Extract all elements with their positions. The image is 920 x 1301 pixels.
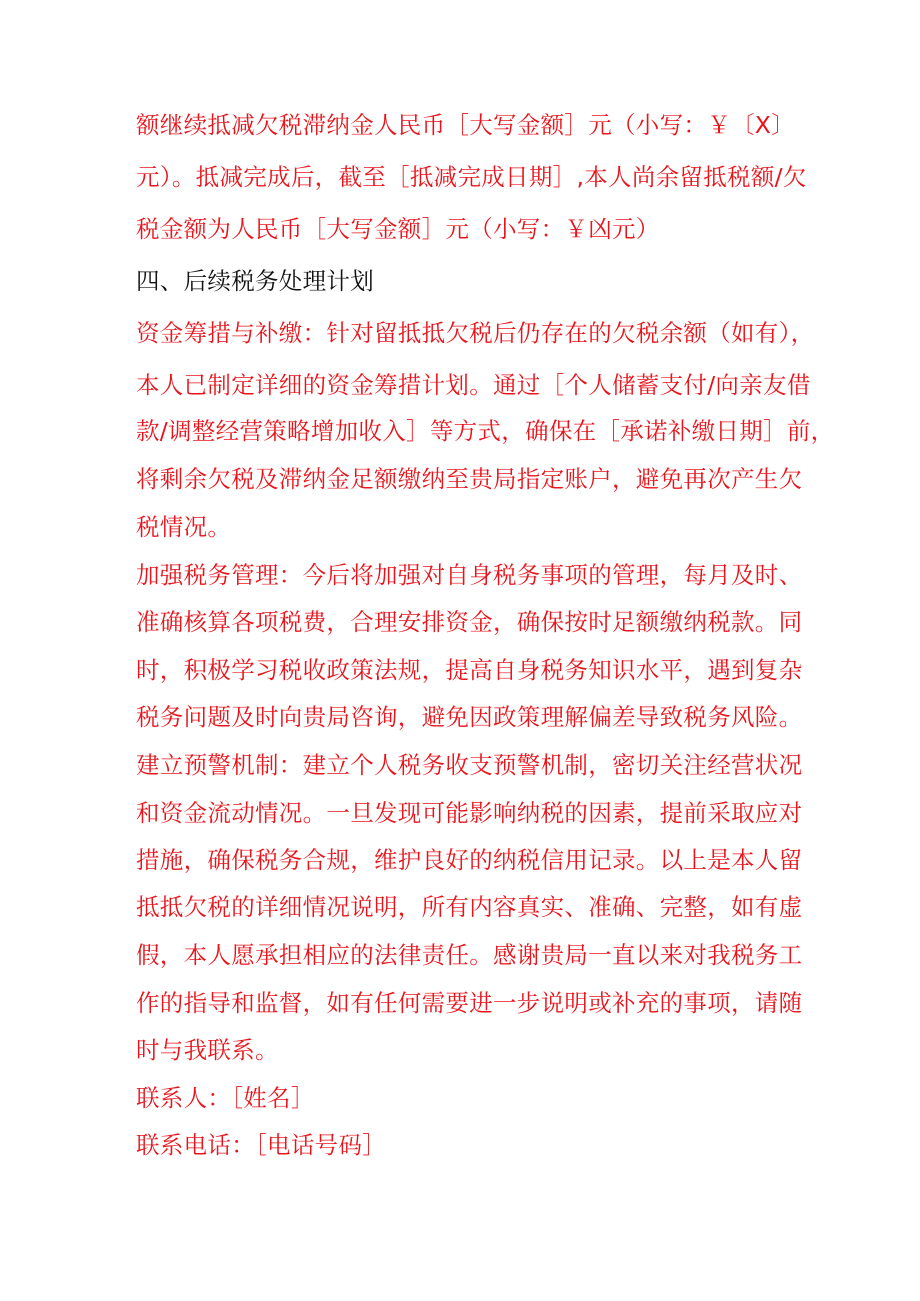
body-line-16: 措施，确保税务合规，维护良好的纳税信用记录。以上是本人留 bbox=[136, 846, 803, 874]
body-line-13: 税务问题及时向贵局咨询，避免因政策理解偏差导致税务风险。 bbox=[136, 703, 803, 731]
body-line-10: 加强税务管理：今后将加强对自身税务事项的管理，每月及时、 bbox=[136, 561, 803, 589]
body-line-19: 作的指导和监督，如有任何需要进一步说明或补充的事项，请随 bbox=[136, 989, 803, 1017]
section-heading: 四、后续税务处理计划 bbox=[136, 267, 374, 295]
body-line-9: 税情况。 bbox=[136, 513, 232, 541]
body-line-8: 将剩余欠税及滞纳金足额缴纳至贵局指定账户，避免再次产生欠 bbox=[136, 465, 803, 493]
body-line-17: 抵抵欠税的详细情况说明，所有内容真实、准确、完整，如有虚 bbox=[136, 893, 803, 921]
body-line-18: 假，本人愿承担相应的法律责任。感谢贵局一直以来对我税务工 bbox=[136, 941, 803, 969]
contact-phone: 联系电话：［电话号码］ bbox=[136, 1131, 387, 1159]
body-line-3: 税金额为人民币［大写金额］元（小写：￥凶元） bbox=[136, 215, 660, 243]
body-line-12: 时，积极学习税收政策法规，提高自身税务知识水平，遇到复杂 bbox=[136, 656, 803, 684]
body-line-14: 建立预警机制：建立个人税务收支预警机制，密切关注经营状况 bbox=[136, 751, 803, 779]
body-line-6: 本人已制定详细的资金筹措计划。通过［个人储蓄支付/向亲友借 bbox=[136, 371, 811, 399]
body-line-7: 款/调整经营策略增加收入］等方式，确保在［承诺补缴日期］前， bbox=[136, 417, 835, 445]
body-line-11: 准确核算各项税费，合理安排资金，确保按时足额缴纳税款。同 bbox=[136, 608, 803, 636]
body-line-2: 元）。抵减完成后，截至［抵减完成日期］,本人尚余留抵税额/欠 bbox=[136, 163, 807, 191]
contact-person: 联系人：［姓名］ bbox=[136, 1084, 315, 1112]
body-line-15: 和资金流动情况。一旦发现可能影响纳税的因素，提前采取应对 bbox=[136, 799, 803, 827]
body-line-1: 额继续抵减欠税滞纳金人民币［大写金额］元（小写：￥〔X〕 bbox=[136, 111, 795, 139]
body-line-5: 资金筹措与补缴：针对留抵抵欠税后仍存在的欠税余额（如有）， bbox=[136, 319, 815, 347]
body-line-20: 时与我联系。 bbox=[136, 1036, 279, 1064]
